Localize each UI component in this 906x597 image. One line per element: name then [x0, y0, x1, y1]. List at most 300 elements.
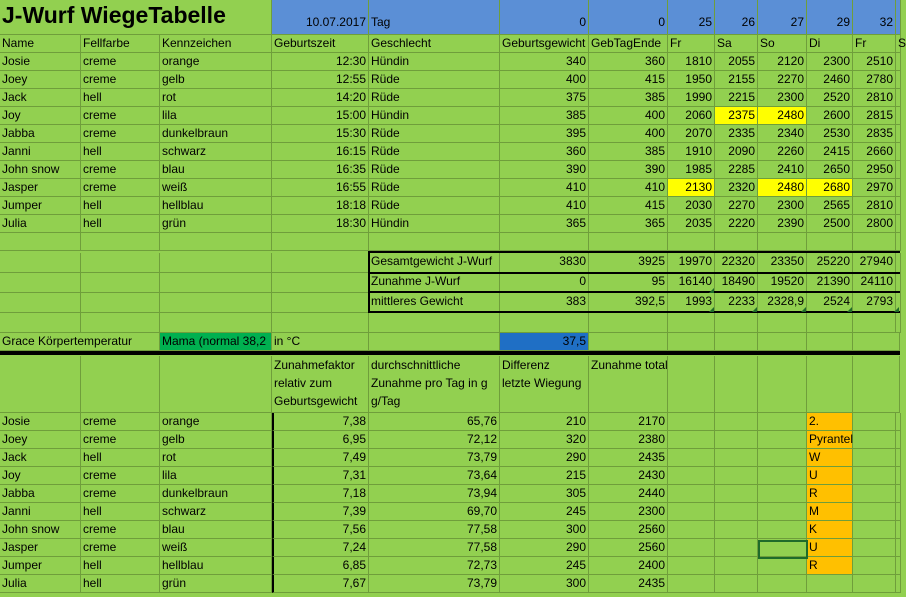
summary-value[interactable]: 22320	[715, 253, 758, 273]
birth-time-cell[interactable]: 16:15	[272, 143, 369, 161]
cell[interactable]	[896, 485, 901, 503]
day-end-weight-cell[interactable]: 365	[589, 215, 668, 233]
factor-cell[interactable]: 6,95	[272, 431, 369, 449]
column-header[interactable]: Fellfarbe	[81, 35, 160, 53]
cell[interactable]	[896, 273, 901, 293]
cell[interactable]	[896, 125, 901, 143]
diff-cell[interactable]: 290	[500, 539, 589, 557]
weight-cell[interactable]: 2340	[758, 125, 807, 143]
birth-weight-cell[interactable]: 385	[500, 107, 589, 125]
weight-cell[interactable]: 2415	[807, 143, 853, 161]
cell[interactable]	[272, 273, 369, 293]
cell[interactable]	[668, 413, 715, 431]
day-end-weight-cell[interactable]: 410	[589, 179, 668, 197]
marker-cell[interactable]: lila	[160, 107, 272, 125]
cell[interactable]	[896, 575, 901, 593]
note-cell[interactable]: R	[807, 485, 853, 503]
cell[interactable]	[668, 503, 715, 521]
cell[interactable]	[758, 503, 807, 521]
cell[interactable]	[160, 233, 272, 251]
factor-cell[interactable]: 7,24	[272, 539, 369, 557]
day-label-cell[interactable]: Tag	[369, 0, 500, 35]
fur-color-cell[interactable]: creme	[81, 107, 160, 125]
weight-cell[interactable]: 2320	[715, 179, 758, 197]
cell[interactable]	[896, 521, 901, 539]
note-cell[interactable]	[807, 575, 853, 593]
cell[interactable]	[896, 467, 901, 485]
avg-gain-cell[interactable]: 73,94	[369, 485, 500, 503]
cell[interactable]	[807, 233, 853, 251]
day-end-weight-cell[interactable]: 390	[589, 161, 668, 179]
avg-gain-cell[interactable]: 77,58	[369, 521, 500, 539]
cell[interactable]	[668, 539, 715, 557]
cell[interactable]	[896, 71, 901, 89]
avg-gain-cell[interactable]: 73,79	[369, 449, 500, 467]
total-gain-cell[interactable]: 2380	[589, 431, 668, 449]
cell[interactable]	[853, 333, 900, 351]
marker-cell[interactable]: lila	[160, 467, 272, 485]
name-cell[interactable]: Jabba	[0, 125, 81, 143]
cell[interactable]	[853, 356, 900, 413]
note-cell[interactable]: W	[807, 449, 853, 467]
marker-cell[interactable]: dunkelbraun	[160, 485, 272, 503]
sex-cell[interactable]: Hündin	[369, 107, 500, 125]
weight-cell[interactable]: 2815	[853, 107, 896, 125]
cell[interactable]	[369, 313, 500, 333]
summary-value[interactable]: 18490	[715, 273, 758, 293]
cell[interactable]	[589, 313, 668, 333]
factor-cell[interactable]: 7,18	[272, 485, 369, 503]
cell[interactable]	[81, 313, 160, 333]
cell[interactable]	[853, 503, 896, 521]
fur-color-cell[interactable]: hell	[81, 143, 160, 161]
fur-color-cell[interactable]: creme	[81, 161, 160, 179]
cell[interactable]	[896, 449, 901, 467]
birth-time-cell[interactable]: 12:55	[272, 71, 369, 89]
factor-header[interactable]	[272, 356, 369, 413]
name-cell[interactable]: Janni	[0, 143, 81, 161]
cell[interactable]	[758, 431, 807, 449]
summary-value[interactable]: 24110	[853, 273, 896, 293]
weight-cell[interactable]: 2970	[853, 179, 896, 197]
cell[interactable]	[758, 575, 807, 593]
factor-cell[interactable]: 7,49	[272, 449, 369, 467]
column-header[interactable]: Sa	[715, 35, 758, 53]
day-end-weight-cell[interactable]: 400	[589, 125, 668, 143]
cell[interactable]	[715, 356, 758, 413]
diff-cell[interactable]: 305	[500, 485, 589, 503]
summary-value[interactable]: 21390	[807, 273, 853, 293]
birth-weight-cell[interactable]: 375	[500, 89, 589, 107]
summary-label[interactable]: mittleres Gewicht	[369, 293, 500, 313]
fur-color-cell[interactable]: creme	[81, 125, 160, 143]
column-header[interactable]: Geburtszeit	[272, 35, 369, 53]
name-cell[interactable]: John snow	[0, 161, 81, 179]
temp-value-cell[interactable]: 37,5	[500, 333, 589, 351]
cell[interactable]	[668, 485, 715, 503]
avg-gain-cell[interactable]: 73,64	[369, 467, 500, 485]
cell[interactable]	[853, 431, 896, 449]
temp-label[interactable]: Grace Körpertemperatur	[0, 333, 160, 351]
column-header[interactable]: Fr	[853, 35, 896, 53]
name-cell[interactable]: Julia	[0, 575, 81, 593]
day-cell[interactable]: 27	[758, 0, 807, 35]
marker-cell[interactable]: orange	[160, 53, 272, 71]
cell[interactable]	[896, 313, 901, 333]
cell[interactable]	[715, 521, 758, 539]
factor-cell[interactable]: 7,56	[272, 521, 369, 539]
cell[interactable]	[715, 413, 758, 431]
summary-value[interactable]: 23350	[758, 253, 807, 273]
day-cell[interactable]	[896, 0, 901, 35]
cell[interactable]	[369, 333, 500, 351]
column-header[interactable]: Geschlecht	[369, 35, 500, 53]
marker-cell[interactable]: rot	[160, 89, 272, 107]
summary-value[interactable]: 27940	[853, 253, 896, 273]
fur-color-cell[interactable]: creme	[81, 71, 160, 89]
birth-weight-cell[interactable]: 400	[500, 71, 589, 89]
birth-weight-cell[interactable]: 340	[500, 53, 589, 71]
avg-gain-cell[interactable]: 73,79	[369, 575, 500, 593]
day-end-weight-cell[interactable]: 400	[589, 107, 668, 125]
cell[interactable]	[896, 557, 901, 575]
summary-value[interactable]: 383	[500, 293, 589, 313]
weight-cell[interactable]: 2460	[807, 71, 853, 89]
note-cell[interactable]: 2.	[807, 413, 853, 431]
weight-cell[interactable]: 2660	[853, 143, 896, 161]
name-cell[interactable]: Joy	[0, 107, 81, 125]
cell[interactable]	[758, 449, 807, 467]
summary-label[interactable]: Zunahme J-Wurf	[369, 273, 500, 293]
cell[interactable]	[896, 89, 901, 107]
cell[interactable]	[0, 313, 81, 333]
weight-cell[interactable]: 2835	[853, 125, 896, 143]
cell[interactable]	[160, 356, 272, 413]
cell[interactable]	[160, 253, 272, 273]
avg-gain-cell[interactable]: 72,73	[369, 557, 500, 575]
fur-color-cell[interactable]: creme	[81, 467, 160, 485]
weight-cell[interactable]: 2300	[807, 53, 853, 71]
fur-color-cell[interactable]: creme	[81, 539, 160, 557]
fur-color-cell[interactable]: hell	[81, 449, 160, 467]
marker-cell[interactable]: gelb	[160, 431, 272, 449]
cell[interactable]	[853, 413, 896, 431]
cell[interactable]	[853, 233, 896, 251]
diff-cell[interactable]: 320	[500, 431, 589, 449]
note-cell[interactable]: U	[807, 467, 853, 485]
cell[interactable]	[896, 503, 901, 521]
weight-cell[interactable]: 2090	[715, 143, 758, 161]
cell[interactable]	[715, 333, 758, 351]
weight-cell[interactable]: 2220	[715, 215, 758, 233]
birth-weight-cell[interactable]: 390	[500, 161, 589, 179]
name-cell[interactable]: Jumper	[0, 197, 81, 215]
date-cell[interactable]: 10.07.2017	[272, 0, 369, 35]
sex-cell[interactable]: Rüde	[369, 161, 500, 179]
weight-cell[interactable]: 2060	[668, 107, 715, 125]
cell[interactable]	[758, 333, 807, 351]
cell[interactable]	[589, 233, 668, 251]
total-gain-cell[interactable]: 2435	[589, 575, 668, 593]
total-gain-cell[interactable]: 2170	[589, 413, 668, 431]
cell[interactable]	[715, 313, 758, 333]
birth-time-cell[interactable]: 16:35	[272, 161, 369, 179]
name-cell[interactable]: Jack	[0, 449, 81, 467]
summary-value[interactable]: 0	[500, 273, 589, 293]
cell[interactable]	[81, 293, 160, 313]
sex-cell[interactable]: Rüde	[369, 197, 500, 215]
summary-value[interactable]: 16140	[668, 273, 715, 293]
weight-cell[interactable]: 2650	[807, 161, 853, 179]
name-cell[interactable]: Jasper	[0, 539, 81, 557]
birth-time-cell[interactable]: 18:30	[272, 215, 369, 233]
day-end-weight-cell[interactable]: 360	[589, 53, 668, 71]
cell[interactable]	[500, 313, 589, 333]
marker-cell[interactable]: orange	[160, 413, 272, 431]
name-cell[interactable]: Jabba	[0, 485, 81, 503]
cell[interactable]	[668, 449, 715, 467]
cell[interactable]	[715, 467, 758, 485]
cell[interactable]	[668, 313, 715, 333]
cell[interactable]	[853, 485, 896, 503]
cell[interactable]	[81, 233, 160, 251]
cell[interactable]	[758, 233, 807, 251]
avg-gain-header[interactable]	[369, 356, 500, 413]
weight-cell[interactable]: 2270	[758, 71, 807, 89]
cell[interactable]	[81, 356, 160, 413]
cell[interactable]	[272, 293, 369, 313]
cell[interactable]	[500, 233, 589, 251]
cell[interactable]	[715, 449, 758, 467]
sex-cell[interactable]: Rüde	[369, 71, 500, 89]
weight-cell[interactable]: 2375	[715, 107, 758, 125]
column-header[interactable]: So	[758, 35, 807, 53]
cell[interactable]	[896, 161, 901, 179]
day-cell[interactable]: 0	[589, 0, 668, 35]
birth-weight-cell[interactable]: 360	[500, 143, 589, 161]
name-cell[interactable]: Josie	[0, 53, 81, 71]
total-gain-cell[interactable]: 2440	[589, 485, 668, 503]
avg-gain-cell[interactable]: 69,70	[369, 503, 500, 521]
cell[interactable]	[758, 413, 807, 431]
day-cell[interactable]: 25	[668, 0, 715, 35]
cell[interactable]	[853, 557, 896, 575]
total-gain-cell[interactable]: 2300	[589, 503, 668, 521]
cell[interactable]	[668, 557, 715, 575]
birth-weight-cell[interactable]: 410	[500, 197, 589, 215]
summary-value[interactable]: 95	[589, 273, 668, 293]
diff-cell[interactable]: 245	[500, 503, 589, 521]
cell[interactable]	[896, 413, 901, 431]
cell[interactable]	[715, 539, 758, 557]
cell[interactable]	[715, 485, 758, 503]
cell[interactable]	[853, 449, 896, 467]
cell[interactable]	[715, 557, 758, 575]
summary-value[interactable]: 2793	[853, 293, 896, 313]
avg-gain-cell[interactable]: 72,12	[369, 431, 500, 449]
marker-cell[interactable]: schwarz	[160, 503, 272, 521]
marker-cell[interactable]: hellblau	[160, 197, 272, 215]
weight-cell[interactable]: 2035	[668, 215, 715, 233]
column-header[interactable]: S	[896, 35, 901, 53]
cell[interactable]	[668, 467, 715, 485]
weight-cell[interactable]: 2410	[758, 161, 807, 179]
weight-cell[interactable]: 2070	[668, 125, 715, 143]
sex-cell[interactable]: Rüde	[369, 125, 500, 143]
cell[interactable]	[853, 575, 896, 593]
summary-value[interactable]: 25220	[807, 253, 853, 273]
note-cell[interactable]: K	[807, 521, 853, 539]
weight-cell[interactable]: 2480	[758, 179, 807, 197]
cell[interactable]	[758, 521, 807, 539]
diff-header[interactable]	[500, 356, 589, 413]
cell[interactable]	[668, 431, 715, 449]
fur-color-cell[interactable]: hell	[81, 503, 160, 521]
note-cell[interactable]: Pyrantel	[807, 431, 853, 449]
avg-gain-cell[interactable]: 65,76	[369, 413, 500, 431]
weight-cell[interactable]: 2800	[853, 215, 896, 233]
cell[interactable]	[896, 431, 901, 449]
day-cell[interactable]: 32	[853, 0, 896, 35]
sex-cell[interactable]: Hündin	[369, 53, 500, 71]
cell[interactable]	[160, 313, 272, 333]
cell[interactable]	[896, 215, 901, 233]
weight-cell[interactable]: 1990	[668, 89, 715, 107]
sex-cell[interactable]: Rüde	[369, 143, 500, 161]
cell[interactable]	[668, 521, 715, 539]
weight-cell[interactable]: 2055	[715, 53, 758, 71]
note-cell[interactable]: M	[807, 503, 853, 521]
weight-cell[interactable]: 2215	[715, 89, 758, 107]
name-cell[interactable]: Jumper	[0, 557, 81, 575]
cell[interactable]	[272, 233, 369, 251]
weight-cell[interactable]: 2520	[807, 89, 853, 107]
total-gain-cell[interactable]: 2435	[589, 449, 668, 467]
cell[interactable]	[0, 356, 81, 413]
cell[interactable]	[807, 356, 853, 413]
name-cell[interactable]: Janni	[0, 503, 81, 521]
cell[interactable]	[807, 333, 853, 351]
total-gain-cell[interactable]: 2560	[589, 539, 668, 557]
weight-cell[interactable]: 2030	[668, 197, 715, 215]
fur-color-cell[interactable]: hell	[81, 557, 160, 575]
cell[interactable]	[160, 273, 272, 293]
cell[interactable]	[896, 107, 901, 125]
cell[interactable]	[715, 233, 758, 251]
marker-cell[interactable]: grün	[160, 215, 272, 233]
name-cell[interactable]: Joey	[0, 431, 81, 449]
summary-value[interactable]: 2328,9	[758, 293, 807, 313]
weight-cell[interactable]: 2810	[853, 197, 896, 215]
diff-cell[interactable]: 215	[500, 467, 589, 485]
day-end-weight-cell[interactable]: 385	[589, 143, 668, 161]
weight-cell[interactable]: 2480	[758, 107, 807, 125]
weight-cell[interactable]: 1985	[668, 161, 715, 179]
total-gain-cell[interactable]: 2560	[589, 521, 668, 539]
summary-value[interactable]: 2233	[715, 293, 758, 313]
cell[interactable]	[896, 197, 901, 215]
weight-cell[interactable]: 2285	[715, 161, 758, 179]
birth-weight-cell[interactable]: 395	[500, 125, 589, 143]
birth-time-cell[interactable]: 18:18	[272, 197, 369, 215]
cell[interactable]	[589, 333, 668, 351]
weight-cell[interactable]: 1910	[668, 143, 715, 161]
temp-mama-cell[interactable]: Mama (normal 38,2	[160, 333, 272, 351]
factor-cell[interactable]: 7,31	[272, 467, 369, 485]
factor-cell[interactable]: 6,85	[272, 557, 369, 575]
marker-cell[interactable]: blau	[160, 521, 272, 539]
cell[interactable]	[896, 253, 901, 273]
birth-time-cell[interactable]: 16:55	[272, 179, 369, 197]
weight-cell[interactable]: 2510	[853, 53, 896, 71]
cell[interactable]	[668, 233, 715, 251]
cell[interactable]	[758, 313, 807, 333]
cell[interactable]	[0, 293, 81, 313]
weight-cell[interactable]: 2680	[807, 179, 853, 197]
fur-color-cell[interactable]: creme	[81, 413, 160, 431]
factor-cell[interactable]: 7,67	[272, 575, 369, 593]
cell[interactable]	[758, 557, 807, 575]
cell[interactable]	[896, 539, 901, 557]
sex-cell[interactable]: Rüde	[369, 179, 500, 197]
marker-cell[interactable]: weiß	[160, 179, 272, 197]
weight-cell[interactable]: 2565	[807, 197, 853, 215]
cell[interactable]	[668, 333, 715, 351]
day-end-weight-cell[interactable]: 415	[589, 197, 668, 215]
summary-value[interactable]: 392,5	[589, 293, 668, 313]
total-gain-cell[interactable]: 2400	[589, 557, 668, 575]
cell[interactable]	[160, 293, 272, 313]
cell[interactable]	[81, 253, 160, 273]
weight-cell[interactable]: 2270	[715, 197, 758, 215]
diff-cell[interactable]: 290	[500, 449, 589, 467]
sex-cell[interactable]: Hündin	[369, 215, 500, 233]
cell[interactable]	[81, 273, 160, 293]
fur-color-cell[interactable]: hell	[81, 575, 160, 593]
name-cell[interactable]: Joey	[0, 71, 81, 89]
summary-value[interactable]: 2524	[807, 293, 853, 313]
cell[interactable]	[896, 53, 901, 71]
weight-cell[interactable]: 2120	[758, 53, 807, 71]
weight-cell[interactable]: 2600	[807, 107, 853, 125]
marker-cell[interactable]: weiß	[160, 539, 272, 557]
birth-time-cell[interactable]: 14:20	[272, 89, 369, 107]
cell[interactable]	[668, 356, 715, 413]
factor-cell[interactable]: 7,39	[272, 503, 369, 521]
cell[interactable]	[272, 313, 369, 333]
cell[interactable]	[896, 179, 901, 197]
cell[interactable]	[715, 503, 758, 521]
sex-cell[interactable]: Rüde	[369, 89, 500, 107]
name-cell[interactable]: Josie	[0, 413, 81, 431]
weight-cell[interactable]: 1810	[668, 53, 715, 71]
weight-cell[interactable]: 2155	[715, 71, 758, 89]
weight-cell[interactable]: 2300	[758, 89, 807, 107]
name-cell[interactable]: Joy	[0, 467, 81, 485]
cell[interactable]	[758, 485, 807, 503]
birth-time-cell[interactable]: 15:30	[272, 125, 369, 143]
day-end-weight-cell[interactable]: 385	[589, 89, 668, 107]
cell[interactable]	[853, 467, 896, 485]
diff-cell[interactable]: 300	[500, 575, 589, 593]
marker-cell[interactable]: grün	[160, 575, 272, 593]
day-end-weight-cell[interactable]: 415	[589, 71, 668, 89]
cell[interactable]	[758, 467, 807, 485]
fur-color-cell[interactable]: creme	[81, 431, 160, 449]
fur-color-cell[interactable]: hell	[81, 89, 160, 107]
weight-cell[interactable]: 1950	[668, 71, 715, 89]
fur-color-cell[interactable]: creme	[81, 521, 160, 539]
